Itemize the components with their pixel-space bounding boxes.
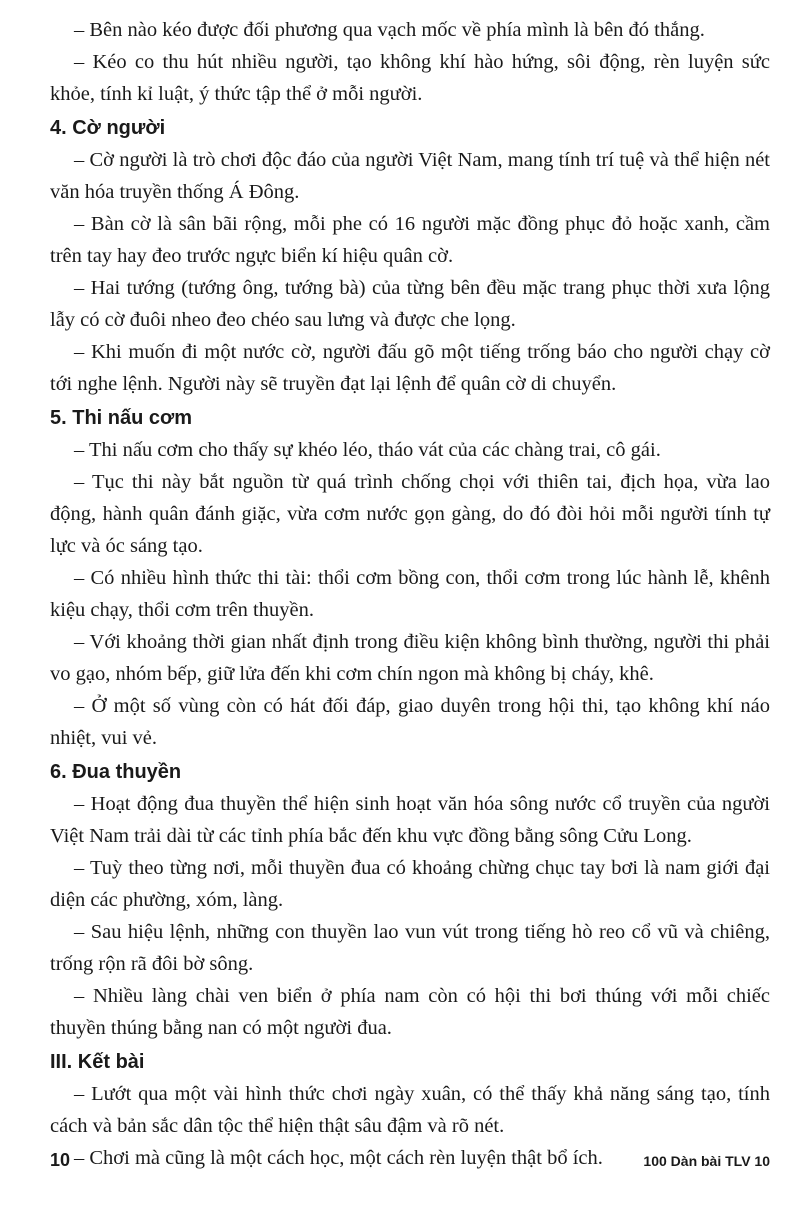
body-paragraph: – Có nhiều hình thức thi tài: thổi cơm bồng con, thổi cơm trong lúc hành lễ, khênh kiệu chạy, thổi cơm trên thuyền.: [50, 567, 770, 621]
body-paragraph: – Thi nấu cơm cho thấy sự khéo léo, tháo vát của các chàng trai, cô gái.: [74, 439, 661, 461]
body-paragraph: – Cờ người là trò chơi độc đáo của người Việt Nam, mang tính trí tuệ và thể hiện nét văn hóa truyền thống Á Đông.: [50, 149, 770, 203]
section-heading: III. Kết bài: [50, 1051, 145, 1073]
body-paragraph: – Sau hiệu lệnh, những con thuyền lao vun vút trong tiếng hò reo cổ vũ và chiêng, trống rộn rã đôi bờ sông.: [50, 921, 770, 975]
body-paragraph: – Với khoảng thời gian nhất định trong điều kiện không bình thường, người thi phải vo gạo, nhóm bếp, giữ lửa đến khi cơm chín ngon mà không bị cháy, khê.: [50, 631, 770, 685]
section-heading: 6. Đua thuyền: [50, 761, 182, 783]
page-number: 10: [50, 1150, 71, 1170]
body-paragraph: – Hoạt động đua thuyền thể hiện sinh hoạt văn hóa sông nước cổ truyền của người Việt Nam trải dài từ các tỉnh phía bắc đến khu vực đồng bằng sông Cửu Long.: [50, 793, 770, 847]
body-paragraph: – Ở một số vùng còn có hát đối đáp, giao duyên trong hội thi, tạo không khí náo nhiệt, vui vẻ.: [50, 695, 770, 749]
body-paragraph: – Bên nào kéo được đối phương qua vạch mốc về phía mình là bên đó thắng.: [74, 19, 705, 41]
section-heading: 5. Thi nấu cơm: [50, 407, 193, 429]
body-paragraph: – Khi muốn đi một nước cờ, người đấu gõ một tiếng trống báo cho người chạy cờ tới nghe lệnh. Người này sẽ truyền đạt lại lệnh để quân cờ di chuyển.: [50, 341, 770, 395]
body-paragraph: – Tuỳ theo từng nơi, mỗi thuyền đua có khoảng chừng chục tay bơi là nam giới đại diện các phường, xóm, làng.: [50, 857, 770, 911]
page-content: [50, 14, 770, 1174]
body-paragraph: – Kéo co thu hút nhiều người, tạo không khí hào hứng, sôi động, rèn luyện sức khỏe, tính kỉ luật, ý thức tập thể ở mỗi người.: [50, 51, 770, 105]
body-paragraph: – Chơi mà cũng là một cách học, một cách rèn luyện thật bổ ích.: [74, 1147, 603, 1169]
page-footer: [50, 1150, 770, 1171]
body-paragraph: – Bàn cờ là sân bãi rộng, mỗi phe có 16 người mặc đồng phục đỏ hoặc xanh, cầm trên tay hay đeo trước ngực biển kí hiệu quân cờ.: [50, 213, 770, 267]
book-title: 100 Dàn bài TLV 10: [643, 1153, 770, 1169]
body-paragraph: – Hai tướng (tướng ông, tướng bà) của từng bên đều mặc trang phục thời xưa lộng lẫy có cờ đuôi nheo đeo chéo sau lưng và được che lọng.: [50, 277, 770, 331]
body-paragraph: – Lướt qua một vài hình thức chơi ngày xuân, có thể thấy khả năng sáng tạo, tính cách và bản sắc dân tộc thể hiện thật sâu đậm và rõ nét.: [50, 1083, 770, 1137]
section-heading: 4. Cờ người: [50, 117, 166, 139]
body-paragraph: – Nhiều làng chài ven biển ở phía nam còn có hội thi bơi thúng với mỗi chiếc thuyền thúng bằng nan có một người đua.: [50, 985, 770, 1039]
body-paragraph: – Tục thi này bắt nguồn từ quá trình chống chọi với thiên tai, địch họa, vừa lao động, hành quân đánh giặc, vừa cơm nước gọn gàng, do đó đòi hỏi mỗi người tính tự lực và óc sáng tạo.: [50, 471, 770, 557]
